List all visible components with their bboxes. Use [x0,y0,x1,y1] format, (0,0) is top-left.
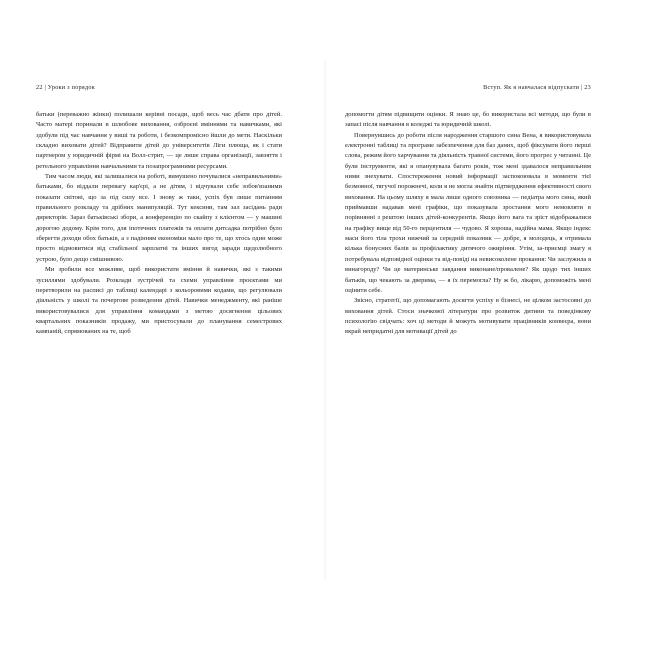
paragraph: Ми зробили все можливе, щоб використати вміння й навички, які з такими зусиллями здобували. Розклади зустрічей та схеми управління проєктами ми перетворили на расписі до таблиці календарі з кольоровими кодами, що регулювали діяльність у школі та почергове розведення дітей. Навички менеджменту, які раніше використовувалися для управління командами з метою досягнення цільових квартальних показників продажу, ми пристосували до планування семестрових кампаній, спрямованих на те, щоб [36,266,282,336]
paragraph: допомогти дітям підвищити оцінки. Я знаю це, бо використала всі методи, що були в запасі після навчання в коледжі та юридичній школі. [345,111,591,129]
running-head-left: 22 | Уроки з порядок [36,84,95,91]
paragraph: батьки (переважно жінки) полишали керівні посади, щоб весь час дбати про дітей. Часто матері поринали в шлюбове виховання, озброєні вміннями та навичками, які здобули під час навчання у виші та роботи, і безкомпромісно йшли до мети. Наскільки складно виховати дітей? Відправити дітей до університетів Ліги плюща, як і стати партнером у юридичній фірмі на Волл-стрит, — це лише справа організації, завзяття і ретельного управління навчальними та позапрограмними ресурсами. [36,111,282,170]
paragraph: Звісно, стратегії, що допомагають досягти успіху в бізнесі, не цілком застосовні до виховання дітей. Стоси значкової літератури про розвиток дитини та поведінкову психологію свідчать: хоч ці методи й можуть мотивувати працівників конвеєра, вони вкрай непридатні для мотивації дітей до [345,297,591,336]
paragraph: Тим часом люди, які залишалися на роботі, вимушено почувалися «неправильними» батьками, бо віддали перевагу кар'єрі, а не дітям, і відчували себе зобов'язаними показати світові, що за під силу все. І знову ж таки, успіх був лише питанням правильного розкладу та дрібних манипуляцій. Тут кексини, там зал засідань ради директорів. Зараз батьківські збори, а конференцію по скайпу з клієнтом — у машині дорогою додому. Крім того, для іпотечних платежів та оплати дитсадка потрібно було зберегти доходи обох батьків, а з падінням економіки мало про те, що хтось один може просто відмовитися від стабільної зарплатні та інших вигод заради щедолюбного устрою, було дещо смішнивою. [36,173,282,263]
page-left [36,84,282,554]
body-text-right [345,110,591,338]
page-right [345,84,591,554]
body-text-left [36,110,282,338]
paragraph: Повернувшись до роботи після народження старшого сина Вена, я використовувала електронні таблиці та програме забезпечення для баз даних, щоб фіксувати його перші слова, режим його харчування та діяльність травної системи, його прогрес у читанні. Це були інструменти, які я опанувувала багато років, тож мені здавалося неправильним ними знехувати. Спостереження новий інформації заспокоювала в моменти тієї безмовної, тягучої порожнечі, коли я не могла знайти підтвердження ефективності свого виховання. На цьому шляху я мала лише одного союзника — педіатра мого сина, який приймавши надавав мені графіки, що показувала зростання мого немовляти в порівнянні з рештою інших дітей-конкурентів. Якщо його вага та зріст відображалися на графіку вище від 50-го перцентиля — чудово. Я хороша, надійна мама. Якщо індекс маси його тіла трохи нижчий за середній показник — добре, я молодець, я отримала кілька бонусних балів за профілактику дитячого ожиріння. Утім, за-приємці змагу я потребувала відповідної оцінки та від-повіді на невисоколене прокання: Чи заслужила я винагороду? Чи це материнське завдання виконане/провалене? Як щодо тих інших батьків, що чекають за дверима, — я їх перемогла? Ну ж бо, лікарю, допоможіть мені оцінити себе. [345,131,591,294]
running-head-right: Вступ. Як я навчалася відпускати | 23 [483,84,591,91]
page-gutter [323,60,327,580]
